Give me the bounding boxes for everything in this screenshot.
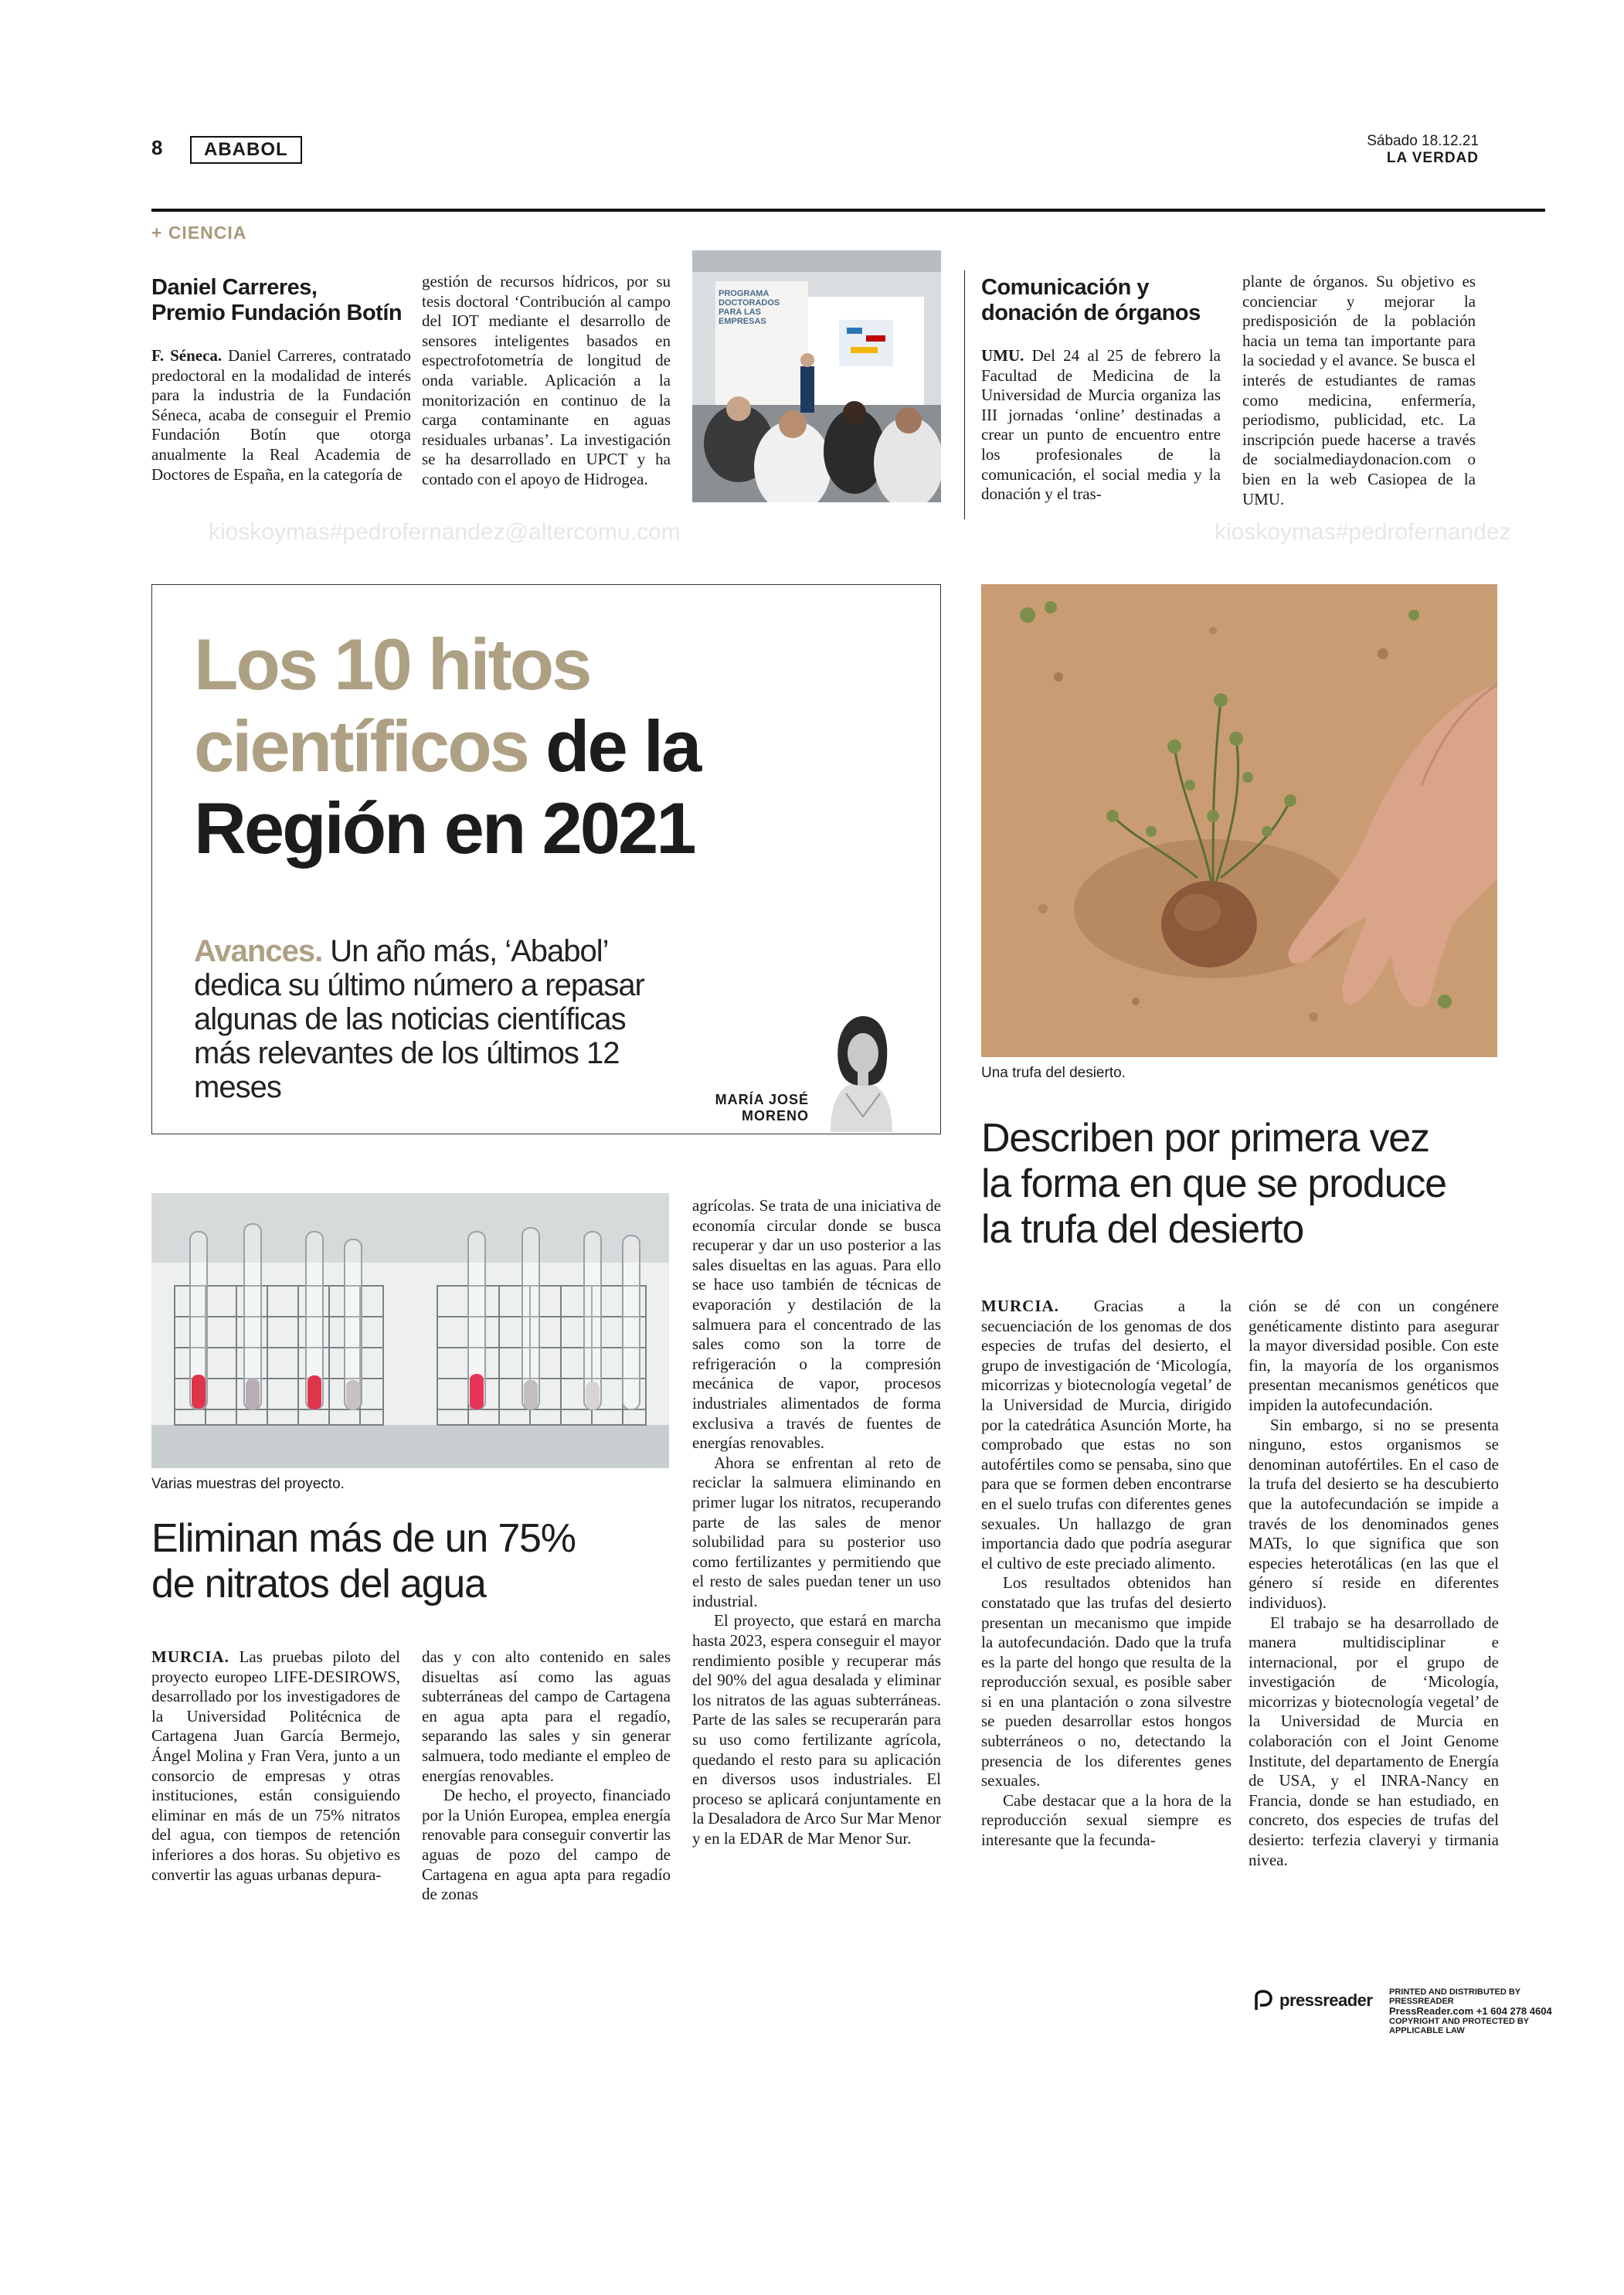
nitrates-body-col2 — [422, 1647, 671, 1905]
photo-caption: Una trufa del desierto. — [981, 1065, 1126, 1081]
author-portrait — [815, 1008, 908, 1132]
nitrates-body-col3 — [692, 1196, 941, 1849]
feature-title-highlight: científicos — [194, 706, 528, 787]
brief-text: Del 24 al 25 de febrero la Facultad de Medicina de la Universidad de Murcia organiza las III jornadas ‘online’ destinadas a crear un punto de encuentro entre los profesionales de la comunicación, el social media y la donación y el tras- — [981, 346, 1221, 504]
feature-title-text: de la — [527, 706, 700, 787]
brief-headline-line: donación de órganos — [981, 301, 1201, 325]
feature-deck — [194, 934, 688, 1104]
section-label: + CIENCIA — [151, 223, 247, 243]
publication-name: LA VERDAD — [1386, 150, 1479, 166]
brief-donacion-organos — [981, 275, 1221, 505]
deck-kicker: Avances. — [194, 934, 323, 968]
paragraph: Sin embargo, si no se presenta ninguno, estos organismos se denominan autofértiles. En el caso de la trufa del desierto se ha descubierto que la autofecundación se impide a través de los denominados genes MATs, lo que significa que son especies heterotálicas (en las que el género sí reside en diferentes individuos). — [1249, 1415, 1499, 1612]
nitrates-headline — [151, 1516, 677, 1607]
brief-body-col2: plante de órganos. Su objetivo es concienciar y mejorar la predisposición de la población hacia un tema tan importante para la sociedad y el avance. Se busca el interés de estudiantes de ramas como medicina, enfermería, periodismo, publicidad, etc. La inscripción puede hacerse a través de socialmediaydonacion.com o bien en la web Casiopea de la UMU. — [1242, 272, 1476, 508]
paragraph: Cabe destacar que a la hora de la reproducción sexual siempre es interesante que la fecunda- — [981, 1790, 1232, 1850]
deck-text: Un año más, ‘Ababol’ dedica su último número a repasar algunas de las noticias científicas más relevantes de los últimos 12 meses — [194, 934, 644, 1104]
brief-headline-line: Premio Fundación Botín — [151, 301, 403, 325]
byline-line: MARÍA JOSÉ — [715, 1092, 809, 1107]
paragraph: El trabajo se ha desarrollado de manera multidisciplinar e internacional, por el grupo de investigación de ‘Micología, micorrizas y biotecnología vegetal’ de la Universidad de Murcia en colaboración con el Joint Genome Institute, del departamento de Energía de USA, y el INRA-Nancy en Francia, donde se han estudiado, en concreto, dos especies de trufas del desierto: terfezia claveryi y tirmania nivea. — [1249, 1613, 1499, 1869]
brief-headline-line: Daniel Carreres, — [151, 275, 318, 300]
feature-box — [151, 584, 941, 1134]
paragraph: agrícolas. Se trata de una iniciativa de economía circular donde se busca recuperar y dar un uso posterior a las sales disueltas en las aguas. Para ello se hace uso también de técnicas de evaporación y destilación de la salmuera para el concentrado de las sales como son la torre de refrigeración o la compresión mecánica de vapor, procesos industriales alimentados de forma exclusiva a través de fuentes de energías renovables. — [692, 1196, 941, 1453]
paragraph: das y con alto contenido en sales disueltas así como las aguas subterráneas del campo de Cartagena en agua apta para el regadío, separando las sales y sin generar salmuera, todo mediante el empleo de energías renovables. — [422, 1647, 671, 1785]
nitrates-body-col1 — [151, 1647, 400, 1885]
truffle-photo — [981, 584, 1497, 1057]
paragraph — [151, 1647, 400, 1885]
feature-title-line: Los 10 hitos — [194, 624, 590, 705]
conference-banner-text: PROGRAMA DOCTORADOS PARA LAS EMPRESAS — [719, 289, 780, 326]
watermark: kioskoymas#pedrofernandez — [1215, 519, 1511, 545]
headline-line: Describen por primera vez — [981, 1116, 1429, 1161]
brief-lead: F. Séneca. — [151, 346, 223, 365]
dateline: MURCIA. — [151, 1647, 229, 1666]
brief-daniel-carreres — [151, 275, 411, 484]
dateline: MURCIA. — [981, 1297, 1059, 1315]
issue-date-block — [1367, 133, 1479, 167]
photo-caption: Varias muestras del proyecto. — [151, 1476, 345, 1492]
byline-line: MORENO — [742, 1108, 809, 1124]
truffle-body-col1 — [981, 1297, 1232, 1851]
notice-line: PRINTED AND DISTRIBUTED BY PRESSREADER — [1389, 1987, 1520, 2006]
feature-title — [194, 624, 699, 869]
pressreader-footer — [1244, 1983, 1552, 2035]
pressreader-notice — [1389, 1987, 1553, 2035]
headline-line: Eliminan más de un 75% — [151, 1516, 576, 1561]
truffle-photo-illustration — [981, 584, 1497, 1057]
byline — [693, 1092, 809, 1124]
headline-line: la trufa del desierto — [981, 1207, 1304, 1252]
brief-headline — [151, 275, 411, 326]
brief-text: Daniel Carreres, contratado predoctoral en la modalidad de interés para la industria de la Fundación Séneca, acaba de conseguir el Premio Fundación Botín que otorga anualmente la Real Academia de Doctores de España, en la categoría de — [151, 346, 411, 484]
column-divider — [964, 270, 965, 519]
pressreader-logo-icon — [1252, 1989, 1275, 2012]
notice-line: PressReader.com +1 604 278 4604 — [1389, 2005, 1552, 2017]
conference-photo-illustration — [692, 250, 941, 502]
brief-body-col2: gestión de recursos hídricos, por su tesis doctoral ‘Contribución al campo del IOT mediante el desarrollo de sensores inteligentes basados en espectrofotometría de longitud de onda variable. Aplicación a la monitorización en continuo de la carga contaminante en aguas residuales urbanas’. La investigación se ha desarrollado en UPCT y ha contado con el apoyo de Hidrogea. — [422, 272, 671, 488]
truffle-body-col2 — [1249, 1297, 1499, 1870]
headline-line: la forma en que se produce — [981, 1161, 1446, 1206]
truffle-headline — [981, 1116, 1522, 1253]
header-rule — [151, 209, 1545, 212]
paragraph-text: Gracias a la secuenciación de los genomas de dos especies de trufas del desierto, el grupo de investigación de ‘Micología, micorrizas y biotecnología vegetal’ de la Universidad de Murcia, dirigido por la catedrática Asunción Morte, ha comprobado que estas no son autofértiles como se pensaba, sino que para que se formen deben encontrarse en el suelo trufas con diferentes genes sexuales. Un hallazgo de gran importancia dado que podría asegurar el cultivo de este preciado alimento. — [981, 1297, 1232, 1572]
brief-body — [151, 346, 411, 484]
brief-lead: UMU. — [981, 346, 1024, 365]
paragraph: Los resultados obtenidos han constatado que las trufas del desierto presentan un mecanismo que impide la autofecundación. Dado que la trufa es la parte del hongo que resulta de la reproducción sexual, es posible saber si en una plantación o zona silvestre se pueden desarrollar estos hongos subterráneos o no, detectando la presencia de los diferentes genes sexuales. — [981, 1573, 1232, 1790]
samples-photo-illustration — [151, 1193, 669, 1468]
paragraph — [981, 1297, 1232, 1573]
samples-photo — [151, 1193, 669, 1468]
paragraph: Ahora se enfrentan al reto de reciclar la salmuera eliminando en primer lugar los nitratos, recuperando parte de las sales de menor solubilidad para su posterior uso como fertilizantes y permitiendo que el resto de sales puedan tener un uso industrial. — [692, 1453, 941, 1610]
notice-line: COPYRIGHT AND PROTECTED BY APPLICABLE LAW — [1389, 2017, 1529, 2035]
paragraph: El proyecto, que estará en marcha hasta 2023, espera conseguir el mayor rendimiento posible y recuperar más del 90% del agua desalada y eliminar los nitratos de las aguas subterráneas. Parte de las sales se recuperarán para su uso como fertilizante agrícola, quedando el resto para su aplicación en diversos usos industriales. El proceso se aplicará conjuntamente en la Desaladora de Arco Sur Mar Menor y en la EDAR de Mar Menor Sur. — [692, 1611, 941, 1848]
headline-line: de nitratos del agua — [151, 1562, 486, 1606]
pressreader-brand: pressreader — [1279, 1991, 1373, 2010]
brief-headline-line: Comunicación y — [981, 275, 1149, 300]
paragraph: ción se dé con un congénere genéticamente distinto para asegurar la mayor diversidad posible. Con este fin, la mayoría de los organismos presentan mecanismos genéticos que impiden la autofecundación. — [1249, 1297, 1499, 1414]
brief-body — [981, 346, 1221, 505]
watermark: kioskoymas#pedrofernandez@altercomu.com — [209, 519, 681, 545]
brief-headline — [981, 275, 1221, 326]
section-name: ABABOL — [190, 136, 302, 164]
feature-title-line: Región en 2021 — [194, 787, 695, 869]
conference-photo — [692, 250, 941, 502]
page-number: 8 — [151, 136, 163, 159]
issue-date: Sábado 18.12.21 — [1367, 133, 1479, 149]
paragraph: De hecho, el proyecto, financiado por la Unión Europea, emplea energía renovable para conseguir convertir las aguas de pozo del campo de Cartagena en agua apta para regadío de zonas — [422, 1786, 671, 1904]
paragraph-text: Las pruebas piloto del proyecto europeo LIFE-DESIROWS, desarrollado por los investigadores de la Universidad Politécnica de Cartagena Juan García Bermejo, Ángel Molina y Fran Vera, junto a un consorcio de empresas y otras instituciones, están consiguiendo eliminar en más de un 75% nitratos del agua, con tiempos de retención inferiores a dos horas. Su objetivo es convertir las aguas urbanas depura- — [151, 1647, 400, 1884]
